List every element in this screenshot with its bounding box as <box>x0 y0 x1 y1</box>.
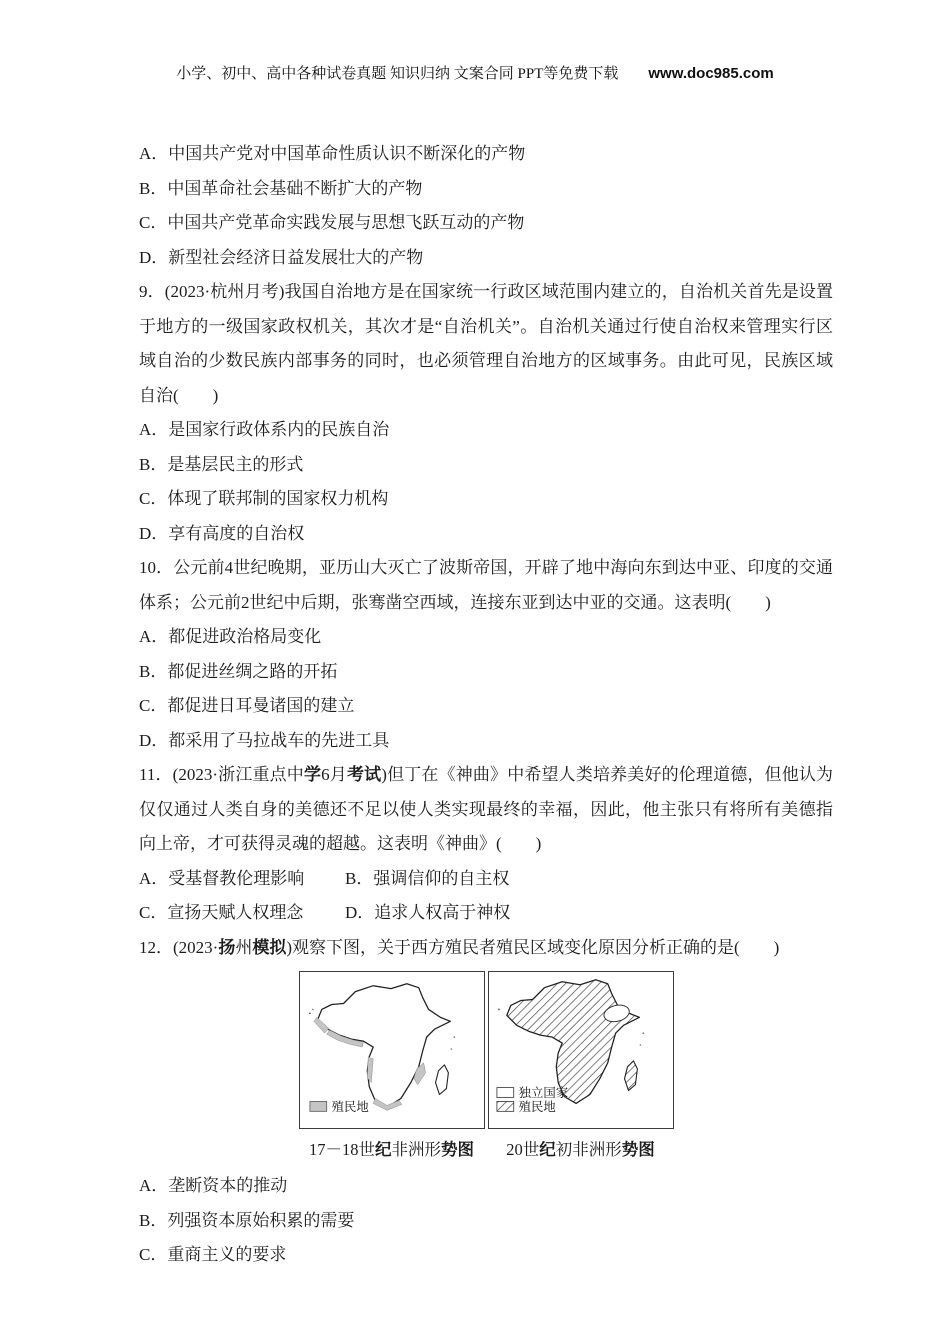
option-line: C．都促进日耳曼诸国的建立 <box>139 696 355 715</box>
text-segment: 州 <box>235 937 253 957</box>
option-line: B．是基层民主的形式 <box>139 454 304 474</box>
question-stem <box>139 931 833 966</box>
question-12-stem-block <box>139 931 833 966</box>
question-11-block <box>139 758 833 931</box>
exam-content <box>139 137 833 1273</box>
question-stem <box>139 551 833 620</box>
option-line: B．强调信仰的自主权 <box>345 868 510 888</box>
option-line: B．都促进丝绸之路的开拓 <box>139 661 338 681</box>
caption-segment: 20世 <box>506 1140 540 1159</box>
option-line: D．享有高度的自治权 <box>139 523 305 543</box>
africa-map-fully-colonized <box>489 972 673 1128</box>
island-dot <box>450 1048 451 1049</box>
caption-segment: 纪 <box>375 1140 392 1159</box>
option-line: A．是国家行政体系内的民族自治 <box>139 420 390 439</box>
maps-row <box>139 971 833 1129</box>
option-line: C．体现了联邦制的国家权力机构 <box>139 489 389 508</box>
legend-label: 殖民地 <box>331 1099 369 1114</box>
legend-label: 独立国家 <box>518 1085 568 1100</box>
option-line: A．中国共产党对中国革命性质认识不断深化的产物 <box>139 144 526 163</box>
africa-outline <box>506 980 639 1104</box>
header-text: 小学、初中、高中各种试卷真题 知识归纳 文案合同 PPT等免费下载 <box>176 66 619 82</box>
text-segment: 11．(2023·浙江重点中 <box>139 765 304 784</box>
option-line: A．受基督教伦理影响 <box>139 868 305 888</box>
africa-maps-figure <box>139 971 833 1163</box>
option-line: A．垄断资本的推动 <box>139 1176 288 1195</box>
option-line: A．都促进政治格局变化 <box>139 627 322 646</box>
legend-swatch-colony <box>309 1101 326 1111</box>
page-header <box>0 62 950 83</box>
question-10-block <box>139 551 833 758</box>
caption-segment: 非洲形 <box>391 1140 441 1159</box>
africa-map-colonial-coast <box>300 972 484 1128</box>
madagascar-outline <box>435 1065 448 1095</box>
question-8-options <box>139 137 833 275</box>
site-url: www.doc985.com <box>648 65 774 82</box>
legend-label: 殖民地 <box>518 1099 556 1114</box>
legend-swatch-colony <box>496 1101 513 1111</box>
text-segment: 6月 <box>321 765 347 784</box>
option-line: C．重商主义的要求 <box>139 1245 287 1264</box>
option-line: D．追求人权高于神权 <box>345 903 511 922</box>
option-line: B．中国革命社会基础不断扩大的产物 <box>139 178 423 198</box>
text-segment: )观察下图，关于西方殖民者殖民区域变化原因分析正确的是( ) <box>286 937 780 957</box>
legend-swatch-independent <box>496 1088 513 1098</box>
option-line: D．都采用了马拉战车的先进工具 <box>139 730 390 750</box>
map-caption-left <box>299 1137 485 1163</box>
text-segment: )但丁在《神曲》中希望人类培养美好的伦理道德，但他认为仅仅通过人类自身的美德还不足以使人类实现最终的幸福，因此，他主张只有将所有美德指向上帝，才可获得灵魂的超越。这表明《神曲》( ) <box>139 765 834 853</box>
map-20th-century <box>488 971 674 1129</box>
island-dot <box>642 1032 644 1034</box>
caption-segment: 纪 <box>539 1140 556 1159</box>
question-stem <box>139 275 833 413</box>
text-segment: 模拟 <box>252 937 287 957</box>
island-dot <box>309 1013 311 1015</box>
text-segment: 12．(2023· <box>139 937 219 957</box>
text-segment: 考试 <box>346 765 382 784</box>
caption-segment: 势图 <box>621 1140 655 1159</box>
africa-outline <box>317 984 450 1108</box>
island-dot <box>498 1009 500 1011</box>
question-12-options-block <box>139 1169 833 1273</box>
question-stem <box>139 758 833 862</box>
text-segment: 扬 <box>218 937 236 957</box>
text-segment: 10．公元前4世纪晚期，亚历山大灭亡了波斯帝国，开辟了地中海向东到达中亚、印度的交通体系；公元前2世纪中后期，张骞凿空西域，连接东亚到达中亚的交通。这表明( ) <box>139 558 833 612</box>
caption-segment: 初非洲形 <box>555 1140 622 1159</box>
option-line: C．中国共产党革命实践发展与思想飞跃互动的产物 <box>139 213 525 232</box>
options-two-column-grid <box>139 862 833 931</box>
island-dot <box>639 1044 640 1045</box>
map-caption-right <box>488 1137 674 1163</box>
madagascar-outline <box>624 1061 637 1091</box>
text-segment: 学 <box>303 765 322 784</box>
question-9-block <box>139 275 833 551</box>
caption-segment: 17－18世 <box>309 1140 375 1159</box>
map-17-18-century <box>299 971 485 1129</box>
caption-segment: 势图 <box>441 1140 474 1159</box>
text-segment: 9．(2023·杭州月考)我国自治地方是在国家统一行政区域范围内建立的，自治机关首先是设置于地方的一级国家政权机关，其次才是“自治机关”。自治机关通过行使自治权来管理实行区域自治的少数民族内部事务的同时，也必须管理自治地方的区域事务。由此可见，民族区域自治( ) <box>139 282 833 405</box>
map-captions-row <box>139 1137 833 1163</box>
option-line: D．新型社会经济日益发展壮大的产物 <box>139 247 424 267</box>
option-line: B．列强资本原始积累的需要 <box>139 1210 355 1230</box>
island-dot <box>312 1009 313 1010</box>
island-dot <box>453 1036 455 1038</box>
option-line: C．宣扬天赋人权理念 <box>139 903 304 922</box>
